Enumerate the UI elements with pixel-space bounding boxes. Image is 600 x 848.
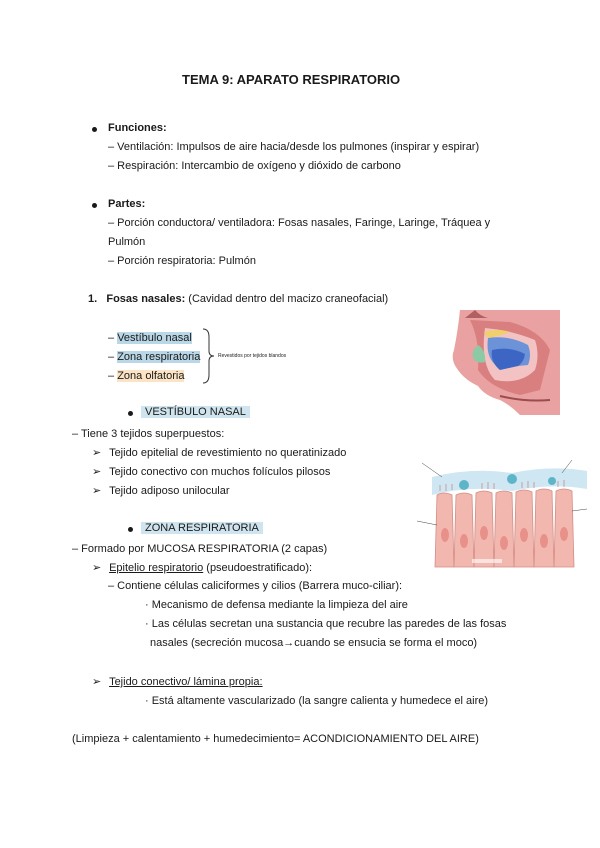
bullet-icon	[92, 203, 97, 208]
fosas-heading-line	[88, 293, 388, 305]
arrowhead-icon: ➢	[92, 466, 102, 478]
zona-resp-heading: ZONA RESPIRATORIA	[141, 522, 263, 534]
arrowhead-icon: ➢	[92, 676, 102, 688]
zona-resp-intro: – Formado por MUCOSA RESPIRATORIA (2 capas)	[72, 543, 328, 555]
zone-item-respiratoria: – Zona respiratoria	[108, 351, 201, 363]
vestibulo-item: ➢ Tejido epitelial de revestimiento no queratinizado	[92, 447, 347, 459]
brace-icon	[200, 327, 218, 385]
partes-item: – Porción respiratoria: Pulmón	[108, 255, 256, 267]
respiratory-epithelium-illustration	[412, 455, 592, 573]
footer-summary: (Limpieza + calentamiento + humedecimiento= ACONDICIONAMIENTO DEL AIRE)	[72, 733, 479, 745]
bullet-icon	[92, 127, 97, 132]
brace-note: Revestidos por tejidos blandos	[218, 353, 287, 359]
zone-item-vestibulo: – Vestíbulo nasal	[108, 332, 192, 344]
arrowhead-icon: ➢	[92, 562, 102, 574]
funciones-item: – Respiración: Intercambio de oxígeno y dióxido de carbono	[108, 160, 401, 172]
arrowhead-icon: ➢	[92, 447, 102, 459]
nasal-cavity-illustration	[440, 310, 560, 415]
partes-item: – Porción conductora/ ventiladora: Fosas nasales, Faringe, Laringe, Tráquea y	[108, 217, 491, 229]
secretion-point: · Las células secretan una sustancia que recubre las paredes de las fosas	[145, 618, 507, 630]
funciones-heading: Funciones:	[108, 122, 167, 134]
bullet-icon	[128, 527, 133, 532]
zone-label: Vestíbulo nasal	[117, 332, 192, 344]
zone-label: Zona respiratoria	[117, 351, 201, 363]
bullet-icon	[128, 411, 133, 416]
fosas-heading: Fosas nasales:	[106, 293, 186, 305]
partes-heading: Partes:	[108, 198, 146, 210]
secretion-point-cont: nasales (secreción mucosa→cuando se ensucia se forma el moco)	[150, 637, 478, 649]
page-title: TEMA 9: APARATO RESPIRATORIO	[182, 72, 401, 87]
vestibulo-heading: VESTÍBULO NASAL	[141, 406, 250, 418]
conectivo-label: Tejido conectivo/ lámina propia:	[109, 676, 263, 688]
epitelio-line: ➢ Epitelio respiratorio (pseudoestratificado):	[92, 562, 313, 574]
contiene-line: – Contiene células caliciformes y cilios (Barrera muco-ciliar):	[108, 580, 403, 592]
conectivo-point: · Está altamente vascularizado (la sangre calienta y humedece el aire)	[145, 695, 489, 707]
arrowhead-icon: ➢	[92, 485, 102, 497]
epitelio-label: Epitelio respiratorio	[109, 562, 204, 574]
conectivo-line	[92, 675, 263, 688]
vestibulo-item: ➢ Tejido adiposo unilocular	[92, 485, 230, 497]
zone-label: Zona olfatoria	[117, 370, 185, 382]
defense-point: · Mecanismo de defensa mediante la limpieza del aire	[145, 599, 408, 611]
funciones-item: – Ventilación: Impulsos de aire hacia/desde los pulmones (inspirar y espirar)	[108, 141, 480, 153]
fosas-subtitle: (Cavidad dentro del macizo craneofacial)	[185, 293, 389, 305]
section-number: 1.	[88, 293, 98, 305]
vestibulo-item: ➢ Tejido conectivo con muchos folículos pilosos	[92, 466, 331, 478]
partes-item: Pulmón	[108, 236, 146, 248]
zone-item-olfatoria: – Zona olfatoria	[108, 370, 185, 382]
vestibulo-intro: – Tiene 3 tejidos superpuestos:	[72, 428, 225, 440]
